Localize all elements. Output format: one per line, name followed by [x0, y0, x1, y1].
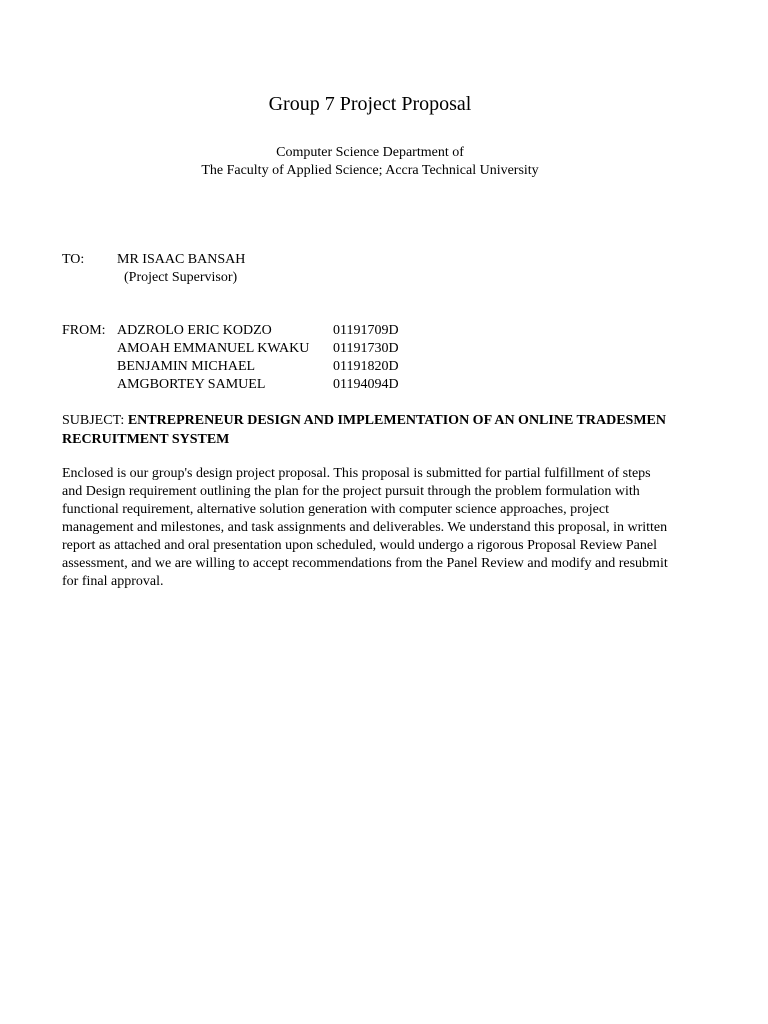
body-paragraph: Enclosed is our group's design project proposal. This proposal is submitted for partial fulfillment of steps and Design requirement outlining the plan for the project pursuit through the problem formulation with functional requirement, alternative solution generation with computer science approaches, project management and milestones, and task assignments and deliverables. We understand this proposal, in written report as attached and oral presentation upon scheduled, would undergo a rigorous Proposal Review Panel assessment, and we are willing to accept recommendations from the Panel Review and modify and resubmit for final approval. [62, 466, 668, 589]
subject-label: SUBJECT: [62, 413, 125, 428]
member-name: AMGBORTEY SAMUEL [117, 377, 266, 392]
document-title: Group 7 Project Proposal [268, 93, 472, 115]
department-line: Computer Science Department of [276, 145, 464, 160]
member-id: 01191730D [333, 341, 399, 356]
member-id: 01191709D [333, 323, 399, 338]
from-label: FROM: [62, 323, 106, 338]
recipient-role: (Project Supervisor) [124, 270, 238, 285]
to-label: TO: [62, 252, 85, 267]
recipient-name: MR ISAAC BANSAH [117, 252, 246, 267]
subject-line [62, 411, 702, 449]
member-name: BENJAMIN MICHAEL [117, 359, 256, 374]
subject-text: ENTREPRENEUR DESIGN AND IMPLEMENTATION OF AN ONLINE TRADESMEN RECRUITMENT SYSTEM [62, 413, 666, 447]
faculty-line: The Faculty of Applied Science; Accra Technical University [201, 163, 539, 178]
member-id: 01191820D [333, 359, 399, 374]
member-name: ADZROLO ERIC KODZO [117, 323, 272, 338]
member-name: AMOAH EMMANUEL KWAKU [117, 341, 310, 356]
member-id: 01194094D [333, 377, 399, 392]
